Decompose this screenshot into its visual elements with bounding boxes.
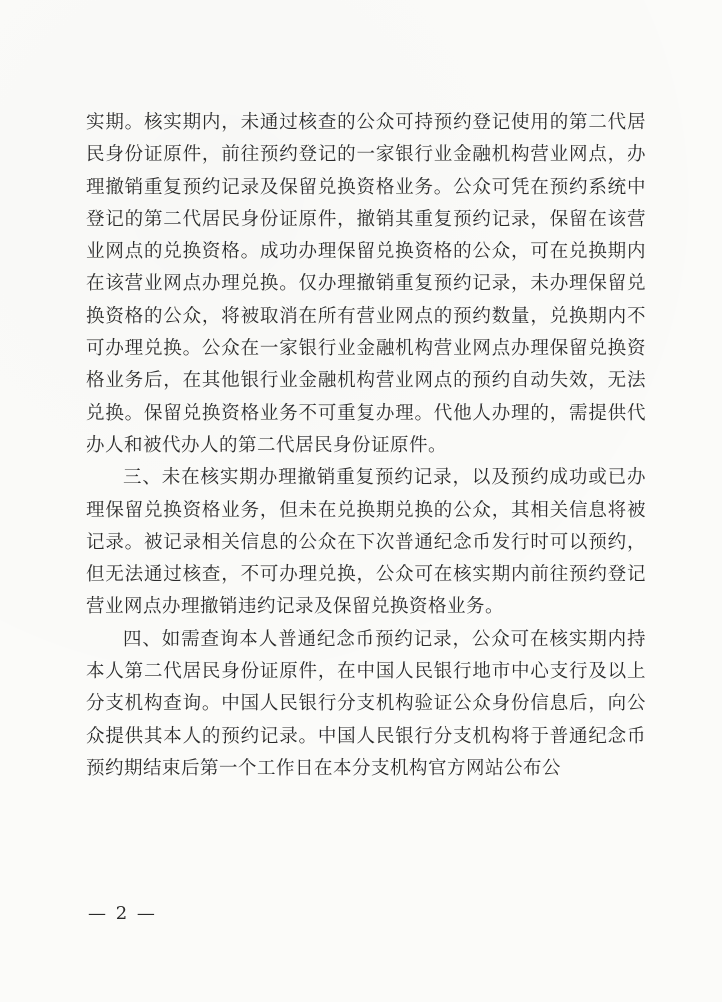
page-number: — 2 —	[88, 903, 157, 924]
paragraph-continuation: 实期。核实期内，未通过核查的公众可持预约登记使用的第二代居民身份证原件，前往预约登记的一家银行业金融机构营业网点，办理撤销重复预约记录及保留兑换资格业务。公众可凭在预约系统中登记的第二代居民身份证原件，撤销其重复预约记录，保留在该营业网点的兑换资格。成功办理保留兑换资格的公众，可在兑换期内在该营业网点办理兑换。仅办理撤销重复预约记录，未办理保留兑换资格的公众，将被取消在所有营业网点的预约数量，兑换期内不可办理兑换。公众在一家银行业金融机构营业网点办理保留兑换资格业务后，在其他银行业金融机构营业网点的预约自动失效，无法兑换。保留兑换资格业务不可重复办理。代他人办理的，需提供代办人和被代办人的第二代居民身份证原件。	[86, 112, 646, 456]
paragraph-item-four: 四、如需查询本人普通纪念币预约记录，公众可在核实期内持本人第二代居民身份证原件，在中国人民银行地市中心支行及以上分支机构查询。中国人民银行分支机构验证公众身份信息后，向公众提供其本人的预约记录。中国人民银行分支机构将于普通纪念币预约期结束后第一个工作日在本分支机构官方网站公布公	[86, 628, 646, 779]
document-body	[86, 107, 646, 785]
paragraph-item-three: 三、未在核实期办理撤销重复预约记录，以及预约成功或已办理保留兑换资格业务，但未在兑换期兑换的公众，其相关信息将被记录。被记录相关信息的公众在下次普通纪念币发行时可以预约，但无法通过核查，不可办理兑换，公众可在核实期内前往预约登记营业网点办理撤销违约记录及保留兑换资格业务。	[86, 467, 646, 618]
